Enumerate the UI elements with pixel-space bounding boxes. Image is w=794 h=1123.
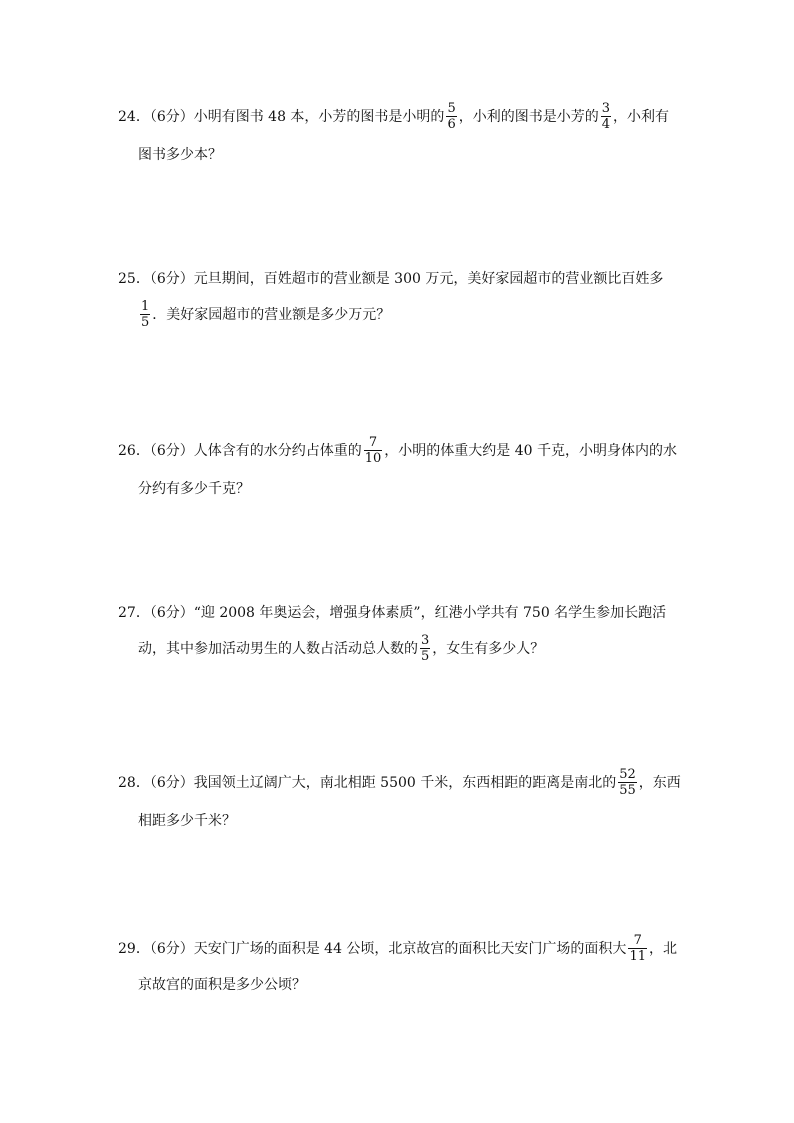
problem-27-text-a: 27．（6分）“迎 2008 年奥运会，增强身体素质”，红港小学共有 750 名学生参加长跑活 [118,605,667,621]
problem-29-text-c: 京故宫的面积是多少公顷？ [138,977,306,993]
problem-26-text-b: ，小明的体重大约是 40 千克，小明身体内的水 [384,443,677,459]
fraction-5-6: $\frac{5}{6}$ [447,100,456,132]
problem-29-text-b: ，北 [648,941,677,957]
fraction-1-5: $\frac{1}{5}$ [141,298,150,330]
problem-29-line-2 [138,964,306,1004]
fraction-3-5: $\frac{3}{5}$ [421,632,430,664]
problem-27-text-c: ，女生有多少人？ [432,641,545,657]
problem-28-line-1 [118,762,681,802]
problem-28-text-c: 相距多少千米？ [138,813,236,829]
fraction-3-4: $\frac{3}{4}$ [601,100,610,132]
problem-25-text-a: 25．（6分）元旦期间，百姓超市的营业额是 300 万元，美好家园超市的营业额比百姓多 [118,271,664,287]
fraction-7-11: $\frac{7}{11}$ [629,932,646,964]
problem-26-line-1 [118,430,677,470]
problem-25-line-2 [138,294,390,334]
problem-26-text-a: 26．（6分）人体含有的水分约占体重的 [118,443,362,459]
problem-27-text-b: 动，其中参加活动男生的人数占活动总人数的 [138,641,418,657]
problem-27-line-2 [138,628,544,668]
problem-24-text-b: ，小利的图书是小芳的 [458,109,599,125]
problem-24-text-c: ，小利有 [613,109,669,125]
problem-29-text-a: 29．（6分）天安门广场的面积是 44 公顷，北京故宫的面积比天安门广场的面积大 [118,941,627,957]
problem-24-line-2 [138,134,222,174]
fraction-52-55: $\frac{52}{55}$ [619,766,636,798]
problem-26-line-2 [138,468,250,508]
problem-28-line-2 [138,800,236,840]
problem-24-text-d: 图书多少本？ [138,147,222,163]
problem-25-line-1 [118,258,663,298]
problem-25-text-b: ．美好家园超市的营业额是多少万元？ [152,307,391,323]
problem-28-text-a: 28．（6分）我国领土辽阔广大，南北相距 5500 千米，东西相距的距离是南北的 [118,775,617,791]
problem-26-text-c: 分约有多少千克？ [138,481,250,497]
problem-27-line-1 [118,592,666,632]
problem-28-text-b: ，东西 [638,775,681,791]
fraction-7-10: $\frac{7}{10}$ [364,434,382,466]
problem-24-line-1 [118,96,669,136]
problem-29-line-1 [118,928,677,968]
problem-24-text-a: 24．（6分）小明有图书 48 本，小芳的图书是小明的 [118,109,445,125]
